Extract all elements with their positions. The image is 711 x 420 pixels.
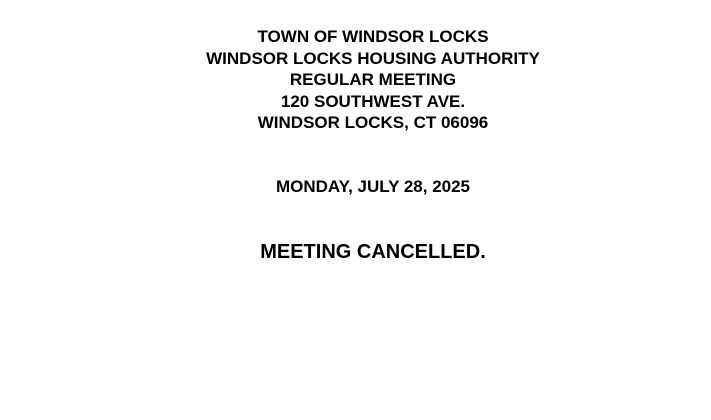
organization-name: WINDSOR LOCKS HOUSING AUTHORITY bbox=[206, 48, 540, 68]
town-name: TOWN OF WINDSOR LOCKS bbox=[257, 27, 489, 46]
cancellation-notice: MEETING CANCELLED. bbox=[260, 241, 486, 263]
meeting-date: MONDAY, JULY 28, 2025 bbox=[275, 177, 471, 196]
city-state-zip: WINDSOR LOCKS, CT 06096 bbox=[257, 113, 489, 132]
document-header bbox=[0, 26, 711, 134]
street-address: 120 SOUTHWEST AVE. bbox=[280, 91, 466, 111]
meeting-type: REGULAR MEETING bbox=[289, 70, 457, 89]
